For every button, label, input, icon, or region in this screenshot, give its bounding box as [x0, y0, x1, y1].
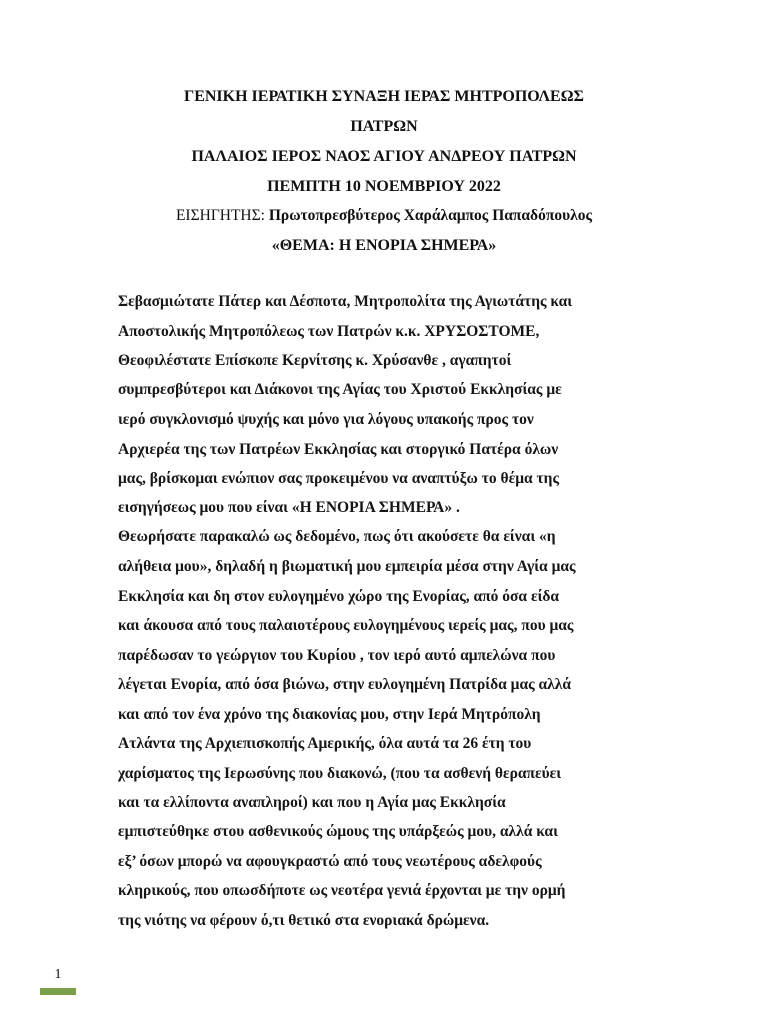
body-line: μας, βρίσκομαι ενώπιον σας προκειμένου να αναπτύξω το θέμα της	[118, 470, 560, 487]
body-line: εξ’ όσων μπορώ να αφουγκραστώ από τους νεωτέρους αδελφούς	[118, 853, 542, 870]
theme-line: «ΘΕΜΑ: Η ΕΝΟΡΙΑ ΣΗΜΕΡΑ»	[271, 237, 497, 254]
venue-line: ΠΑΛΑΙΟΣ ΙΕΡΟΣ ΝΑΟΣ ΑΓΙΟΥ ΑΝΔΡΕΟΥ ΠΑΤΡΩΝ	[191, 148, 577, 165]
speaker-name: Πρωτοπρεσβύτερος Χαράλαμπος Παπαδόπουλος	[268, 207, 593, 224]
body-line: χαρίσματος της Ιερωσύνης που διακονώ, (που τα ασθενή θεραπεύει	[118, 765, 562, 782]
title-line-1: ΓΕΝΙΚΗ ΙΕΡΑΤΙΚΗ ΣΥΝΑΞΗ ΙΕΡΑΣ ΜΗΤΡΟΠΟΛΕΩΣ	[184, 88, 584, 105]
body-line: λέγεται Ενορία, από όσα βιώνω, στην ευλογημένη Πατρίδα μας αλλά	[118, 676, 572, 693]
body-line: Εκκλησία και δη στον ευλογημένο χώρο της Ενορίας, από όσα είδα	[118, 588, 560, 605]
body-line: κληρικούς, που οπωσδήποτε ως νεοτέρα γενιά έρχονται με την ορμή	[118, 882, 566, 899]
body-line: ιερό συγκλονισμό ψυχής και μόνο για λόγους υπακοής προς τον	[118, 411, 534, 428]
page-number-accent-bar	[40, 988, 76, 995]
body-line: παρέδωσαν το γεώργιον του Κυρίου , τον ιερό αυτό αμπελώνα που	[118, 647, 556, 664]
body-line: συμπρεσβύτεροι και Διάκονοι της Αγίας του Χριστού Εκκλησίας με	[118, 381, 562, 398]
date-line: ΠΕΜΠΤΗ 10 ΝΟΕΜΒΡΙΟΥ 2022	[267, 178, 501, 195]
body-line: Θεωρήσατε παρακαλώ ως δεδομένο, πως ότι ακούσετε θα είναι «η	[118, 528, 556, 545]
speaker-line	[0, 206, 768, 226]
body-line: και άκουσα από τους παλαιοτέρους ευλογημένους ιερείς μας, που μας	[118, 617, 574, 634]
body-line: Θεοφιλέστατε Επίσκοπε Κερνίτσης κ. Χρύσανθε , αγαπητοί	[118, 352, 512, 369]
body-line: Αποστολικής Μητροπόλεως των Πατρών κ.κ. ΧΡΥΣΟΣΤΟΜΕ,	[118, 323, 540, 340]
body-line: εισηγήσεως μου που είναι «Η ΕΝΟΡΙΑ ΣΗΜΕΡΑ» .	[118, 499, 460, 516]
body-line: Σεβασμιώτατε Πάτερ και Δέσποτα, Μητροπολίτα της Αγιωτάτης και	[118, 293, 573, 310]
body-line: εμπιστεύθηκε στου ασθενικούς ώμους της υπάρξεώς μου, αλλά και	[118, 823, 558, 840]
body-line: αλήθεια μου», δηλαδή η βιωματική μου εμπειρία μέσα στην Αγία μας	[118, 558, 576, 575]
body-line: Αρχιερέα της των Πατρέων Εκκλησίας και στοργικό Πατέρα όλων	[118, 441, 559, 458]
speaker-label: ΕΙΣΗΓΗΤΗΣ:	[175, 207, 265, 224]
body-line: της νιότης να φέρουν ό,τι θετικό στα ενοριακά δρώμενα.	[118, 912, 490, 929]
title-line-2: ΠΑΤΡΩΝ	[350, 118, 418, 135]
body-line: Ατλάντα της Αρχιεπισκοπής Αμερικής, όλα αυτά τα 26 έτη του	[118, 735, 532, 752]
body-line: και τα ελλίποντα αναπληροί) και που η Αγία μας Εκκλησία	[118, 794, 506, 811]
body-line: και από τον ένα χρόνο της διακονίας μου, στην Ιερά Μητρόπολη	[118, 706, 541, 723]
page-number: 1	[54, 967, 62, 982]
